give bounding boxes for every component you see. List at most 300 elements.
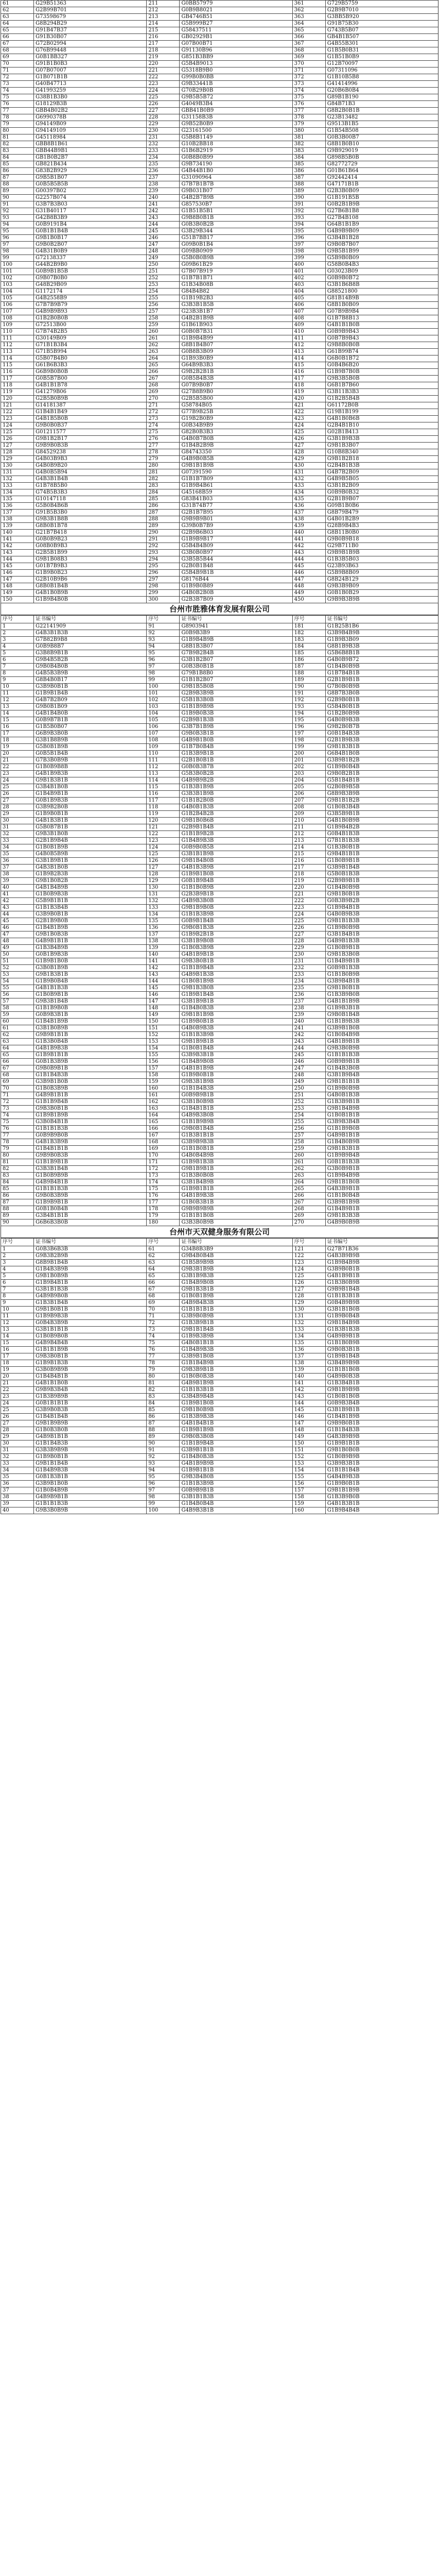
cert-number-cell: G5B4B4B09 <box>180 543 292 550</box>
table-row <box>1 570 438 577</box>
table-row <box>1 242 438 248</box>
cert-number-cell: G9B4B1B1B <box>325 851 438 858</box>
seq-cell: 177 <box>147 1199 180 1206</box>
table-row <box>1 456 438 463</box>
cert-number-cell: G1B071B1B <box>34 74 147 81</box>
seq-cell: 12 <box>1 697 34 704</box>
cert-number-cell: G9B33441B <box>180 81 292 88</box>
seq-cell: 442 <box>292 543 325 550</box>
seq-cell: 242 <box>292 1032 325 1039</box>
cert-number-cell: G09B0B1B4 <box>180 242 292 248</box>
cert-number-cell: G94149B09 <box>34 121 147 128</box>
seq-cell: 62 <box>147 1253 180 1260</box>
seq-cell: 218 <box>147 47 180 54</box>
cert-number-cell: G71B1B3B4 <box>34 342 147 349</box>
seq-cell: 237 <box>292 998 325 1005</box>
seq-cell: 83 <box>1 148 34 155</box>
cert-number-cell: G89B1B190 <box>325 94 438 101</box>
seq-cell: 256 <box>292 1126 325 1132</box>
seq-cell: 56 <box>1 992 34 998</box>
seq-cell: 221 <box>147 67 180 74</box>
seq-cell: 141 <box>147 958 180 965</box>
seq-cell: 111 <box>147 757 180 764</box>
seq-cell: 170 <box>147 1153 180 1159</box>
seq-cell: 78 <box>1 1139 34 1146</box>
seq-cell: 100 <box>147 1507 180 1514</box>
cert-number-cell: G1B9B4B9B <box>325 1260 438 1266</box>
seq-cell: 5 <box>1 1273 34 1280</box>
cert-number-cell: G4B1B1B78 <box>34 382 147 389</box>
cert-number-cell: G1B3B9B1B <box>180 1320 292 1327</box>
seq-cell: 232 <box>292 965 325 972</box>
cert-number-cell: G4B1B4B0B <box>34 710 147 717</box>
seq-cell: 140 <box>147 952 180 958</box>
cert-number-cell: G3B1B0B9B <box>34 1025 147 1032</box>
cert-number-cell: G0B1BB327 <box>34 54 147 61</box>
cert-number-cell: G3B9B1B0B <box>34 1079 147 1086</box>
seq-cell: 23 <box>1 771 34 777</box>
cert-number-cell: G1B9B0B89 <box>180 583 292 590</box>
cert-number-cell: G1B1B3B9B <box>180 1481 292 1487</box>
seq-cell: 39 <box>1 878 34 885</box>
cert-number-cell: G23B13482 <box>325 114 438 121</box>
cert-number-cell: G2B99B701 <box>34 7 147 14</box>
cert-number-cell: G1B4B1B1B <box>180 1106 292 1112</box>
table-row <box>1 824 438 831</box>
cert-number-cell: G58B0B4B3 <box>325 262 438 268</box>
cert-number-cell: G1B1B1B3B <box>34 1501 147 1507</box>
cert-number-cell: G1B9B0B9B <box>325 1086 438 1092</box>
seq-cell: 142 <box>292 1387 325 1394</box>
seq-cell: 116 <box>1 369 34 376</box>
seq-cell: 416 <box>292 369 325 376</box>
seq-cell: 134 <box>1 489 34 496</box>
seq-cell: 152 <box>147 1032 180 1039</box>
cert-number-cell: G3B1B2B07 <box>180 657 292 664</box>
cert-number-cell: G64B1B1B9 <box>325 222 438 228</box>
cert-number-cell: G4B1B9B1B <box>325 1039 438 1045</box>
table-row <box>1 931 438 938</box>
cert-number-cell: G0B9B9B1B <box>180 1092 292 1099</box>
seq-cell: 201 <box>292 757 325 764</box>
cert-number-cell: G07B00B71 <box>180 41 292 47</box>
cert-number-cell: G4B5B3B9B <box>34 670 147 677</box>
table-row <box>1 463 438 469</box>
cert-number-cell: G1B9B1B4B <box>180 992 292 998</box>
cert-number-cell: G3B1B1B0B <box>325 1307 438 1313</box>
table-row <box>1 228 438 235</box>
cert-number-cell: G1B51B5B1 <box>180 208 292 215</box>
cert-number-cell: G4B0B9B20 <box>34 463 147 469</box>
seq-cell: 33 <box>1 1461 34 1467</box>
cert-number-cell: G41414996 <box>325 81 438 88</box>
seq-cell: 395 <box>292 228 325 235</box>
seq-cell: 102 <box>147 697 180 704</box>
seq-cell: 259 <box>292 1146 325 1153</box>
table-row <box>1 1139 438 1146</box>
cert-number-cell: G4B4B9B3B <box>325 1474 438 1481</box>
cert-number-cell: G4B9B1B3B <box>325 938 438 945</box>
seq-cell: 58 <box>1 1005 34 1012</box>
seq-cell: 106 <box>1 302 34 309</box>
table-row <box>1 911 438 918</box>
seq-cell: 240 <box>292 1019 325 1025</box>
cert-number-cell: G4B7B2B09 <box>325 469 438 476</box>
seq-cell: 250 <box>292 1086 325 1092</box>
cert-number-cell: G07B9B9B4 <box>325 309 438 315</box>
table-row <box>1 905 438 911</box>
table-row <box>1 563 438 570</box>
seq-cell: 110 <box>147 751 180 757</box>
cert-number-cell: G2B5B0B9B <box>34 396 147 402</box>
cert-number-cell: G1B54B508 <box>325 128 438 134</box>
table-row <box>1 342 438 349</box>
seq-cell: 71 <box>147 1313 180 1320</box>
seq-cell: 401 <box>292 268 325 275</box>
table-row <box>1 349 438 355</box>
seq-cell: 368 <box>292 47 325 54</box>
cert-number-cell: G1B0B3B0B <box>34 1427 147 1434</box>
header-cert-cell: 证书编号 <box>325 616 438 623</box>
cert-number-cell: G1B7B1B71 <box>180 275 292 282</box>
seq-cell: 269 <box>147 389 180 396</box>
cert-number-cell: G9B0B1B4B <box>325 1012 438 1019</box>
seq-cell: 99 <box>147 1501 180 1507</box>
header-row <box>1 1239 438 1246</box>
cert-number-cell: G4B01B2B9 <box>325 516 438 523</box>
cert-number-cell: G857530B7 <box>180 201 292 208</box>
cert-number-cell: G6990378B <box>34 114 147 121</box>
seq-cell: 241 <box>292 1025 325 1032</box>
cert-number-cell: G1B6B2919 <box>180 148 292 155</box>
seq-cell: 147 <box>1 577 34 583</box>
header-seq-cell: 序号 <box>147 1239 180 1246</box>
cert-number-cell: G9B031B07 <box>180 188 292 195</box>
seq-cell: 62 <box>1 7 34 14</box>
seq-cell: 11 <box>1 1313 34 1320</box>
seq-cell: 373 <box>292 81 325 88</box>
seq-cell: 121 <box>1 402 34 409</box>
seq-cell: 418 <box>292 382 325 389</box>
cert-number-cell: G3B8B9B1B <box>34 650 147 657</box>
table-row <box>1 329 438 335</box>
cert-number-cell: G3B9B3B1B <box>325 1461 438 1467</box>
seq-cell: 16 <box>1 724 34 731</box>
seq-cell: 427 <box>292 443 325 449</box>
seq-cell: 10 <box>1 1307 34 1313</box>
seq-cell: 287 <box>147 510 180 516</box>
cert-number-cell: G3B9B0B9B <box>180 1313 292 1320</box>
cert-number-cell: G0B9B3B9 <box>180 630 292 637</box>
cert-number-cell: G1B1B1B3B <box>325 1052 438 1059</box>
table-row <box>1 47 438 54</box>
cert-number-cell: G47171B1B <box>325 181 438 188</box>
seq-cell: 130 <box>147 885 180 891</box>
seq-cell: 19 <box>1 744 34 751</box>
table-row <box>1 1179 438 1186</box>
seq-cell: 29 <box>1 811 34 818</box>
cert-number-cell: G18129B3B <box>34 101 147 108</box>
seq-cell: 76 <box>1 101 34 108</box>
table-row <box>1 1501 438 1507</box>
seq-cell: 43 <box>1 905 34 911</box>
seq-cell: 96 <box>147 657 180 664</box>
cert-number-cell: G9B1B1B9B <box>180 1012 292 1019</box>
table-row <box>1 1153 438 1159</box>
seq-cell: 160 <box>147 1086 180 1092</box>
seq-cell: 126 <box>292 1280 325 1286</box>
table-row <box>1 1260 438 1266</box>
seq-cell: 80 <box>147 1374 180 1380</box>
seq-cell: 96 <box>147 1481 180 1487</box>
cert-number-cell: G1B1B1B3B <box>34 1126 147 1132</box>
cert-number-cell: G44B2B9B0 <box>34 262 147 268</box>
seq-cell: 80 <box>1 128 34 134</box>
table-row <box>1 1086 438 1092</box>
seq-cell: 260 <box>147 329 180 335</box>
cert-number-cell: G1B3B9B1B <box>180 751 292 757</box>
seq-cell: 97 <box>147 664 180 670</box>
cert-number-cell: G9B1B0B6B <box>180 818 292 824</box>
seq-cell: 377 <box>292 108 325 114</box>
cert-number-cell: G1B3B1B3B <box>325 1327 438 1333</box>
cert-number-cell: G82B0B3B3 <box>180 429 292 436</box>
seq-cell: 68 <box>1 1072 34 1079</box>
cert-number-cell: G1B9B2B3B <box>34 871 147 878</box>
cert-number-cell: G0B7B9B43 <box>325 335 438 342</box>
header-seq-cell: 序号 <box>292 616 325 623</box>
seq-cell: 92 <box>147 630 180 637</box>
header-seq-cell: 序号 <box>147 616 180 623</box>
cert-number-cell: G30149B09 <box>34 335 147 342</box>
table-row <box>1 74 438 81</box>
cert-number-cell: G19B1B199 <box>325 409 438 416</box>
cert-number-cell: G1B9B1B9B <box>180 1427 292 1434</box>
cert-number-cell: G4B1B0B9B <box>325 818 438 824</box>
seq-cell: 437 <box>292 510 325 516</box>
seq-cell: 239 <box>147 188 180 195</box>
seq-cell: 158 <box>147 1072 180 1079</box>
table-row <box>1 516 438 523</box>
cert-number-cell: G9B3B9B09 <box>325 583 438 590</box>
cert-number-cell: G1B4B3B0B <box>325 1065 438 1072</box>
seq-cell: 127 <box>147 865 180 871</box>
cert-number-cell: G1B9B1B4B <box>34 690 147 697</box>
table-row <box>1 1293 438 1300</box>
cert-number-cell: G0B3B6B3B <box>34 1246 147 1253</box>
table-row <box>1 34 438 41</box>
cert-number-cell: G21B7B418 <box>34 530 147 536</box>
cert-number-cell: G58437511 <box>180 27 292 34</box>
seq-cell: 61 <box>1 1025 34 1032</box>
cert-number-cell: G7B1B1B3B <box>325 838 438 844</box>
table-row <box>1 1360 438 1367</box>
cert-number-cell: G1B191B5B <box>325 195 438 201</box>
cert-number-cell: G3B3B9B9B <box>34 1447 147 1454</box>
cert-number-cell: G4B9B4B3B <box>180 1300 292 1307</box>
cert-number-cell: G0B5B5B5B <box>34 181 147 188</box>
seq-cell: 150 <box>147 1019 180 1025</box>
seq-cell: 240 <box>147 195 180 201</box>
cert-number-cell: G851B3BB9 <box>180 54 292 61</box>
seq-cell: 65 <box>1 1052 34 1059</box>
cert-number-cell: G0B9191B4 <box>34 222 147 228</box>
table-row <box>1 717 438 724</box>
cert-number-cell: G5B9B1B1B <box>34 898 147 905</box>
table-row <box>1 175 438 181</box>
cert-number-cell: GB821B434 <box>34 161 147 168</box>
seq-cell: 275 <box>147 429 180 436</box>
table-row <box>1 731 438 737</box>
seq-cell: 378 <box>292 114 325 121</box>
table-row <box>1 496 438 503</box>
seq-cell: 82 <box>147 1387 180 1394</box>
seq-cell: 122 <box>147 831 180 838</box>
cert-number-cell: G1B4B9B0B <box>180 1280 292 1286</box>
seq-cell: 290 <box>147 530 180 536</box>
seq-cell: 155 <box>147 1052 180 1059</box>
seq-cell: 125 <box>292 1273 325 1280</box>
seq-cell: 420 <box>292 396 325 402</box>
table-row <box>1 362 438 369</box>
table-row <box>1 898 438 905</box>
seq-cell: 49 <box>1 945 34 952</box>
cert-number-cell: G1B1B1B1B <box>180 1307 292 1313</box>
cert-number-cell: G1B9B1B0B <box>180 871 292 878</box>
cert-number-cell: G0B1B9B3B <box>34 952 147 958</box>
seq-cell: 252 <box>147 275 180 282</box>
cert-number-cell: G1B9B1B0B <box>180 1400 292 1407</box>
seq-cell: 180 <box>147 1219 180 1226</box>
cert-number-cell: G27B6B1B8 <box>325 208 438 215</box>
table-row <box>1 248 438 255</box>
seq-cell: 123 <box>1 416 34 422</box>
seq-cell: 400 <box>292 262 325 268</box>
seq-cell: 78 <box>147 1360 180 1367</box>
seq-cell: 211 <box>147 1 180 7</box>
cert-number-cell: G9B0B7B07 <box>325 242 438 248</box>
seq-cell: 423 <box>292 416 325 422</box>
seq-cell: 182 <box>292 630 325 637</box>
seq-cell: 52 <box>1 965 34 972</box>
seq-cell: 40 <box>1 1507 34 1514</box>
cert-number-cell: G1B4B1B9B <box>325 1414 438 1420</box>
seq-cell: 266 <box>292 1193 325 1199</box>
table-row <box>1 376 438 382</box>
cert-number-cell: G3B11B3B3 <box>325 389 438 396</box>
cert-number-cell: G3B4B1B0B <box>34 784 147 791</box>
cert-number-cell: G1B0B1B9B <box>180 1293 292 1300</box>
cert-number-cell: G9B0B9B18 <box>325 536 438 543</box>
table-row <box>1 1119 438 1126</box>
seq-cell: 248 <box>147 248 180 255</box>
cert-number-cell: G3BB5B920 <box>325 14 438 21</box>
cert-number-cell: G2B9B3B9B <box>180 690 292 697</box>
seq-cell: 41 <box>1 891 34 898</box>
cert-number-cell: GB1B0B2B7 <box>34 155 147 161</box>
seq-cell: 366 <box>292 34 325 41</box>
seq-cell: 157 <box>292 1487 325 1494</box>
seq-cell: 13 <box>1 1327 34 1333</box>
seq-cell: 219 <box>292 878 325 885</box>
cert-number-cell: G5B999B27 <box>180 21 292 27</box>
table-row <box>1 295 438 302</box>
cert-number-cell: G1B7B0B4B <box>180 744 292 751</box>
seq-cell: 289 <box>147 523 180 530</box>
seq-cell: 70 <box>1 61 34 67</box>
cert-number-cell: G07391590 <box>180 469 292 476</box>
table-row <box>1 21 438 27</box>
cert-number-cell: G0B9B0B32 <box>325 489 438 496</box>
seq-cell: 9 <box>1 1300 34 1307</box>
seq-cell: 80 <box>1 1153 34 1159</box>
seq-cell: 380 <box>292 128 325 134</box>
seq-cell: 136 <box>1 503 34 510</box>
cert-number-cell: G9B1B3B1B <box>325 744 438 751</box>
table-row <box>1 335 438 342</box>
cert-number-cell: G1B1B1B3B <box>34 1186 147 1193</box>
cert-number-cell: G9B1B1B1B <box>325 1079 438 1086</box>
cert-number-cell: G4B1B3B9B <box>34 1139 147 1146</box>
table-row <box>1 1461 438 1467</box>
seq-cell: 188 <box>292 670 325 677</box>
cert-number-cell: G0B8B3B09 <box>180 349 292 355</box>
cert-number-cell: G1B9B4B61 <box>180 483 292 489</box>
table-row <box>1 41 438 47</box>
cert-number-cell: G3B1B1B3B <box>180 1494 292 1501</box>
table-row <box>1 978 438 985</box>
seq-cell: 17 <box>1 1353 34 1360</box>
cert-number-cell: G1B9B0B4B <box>34 978 147 985</box>
cert-number-cell: G1B78B5B0 <box>34 483 147 489</box>
table-row <box>1 1347 438 1353</box>
cert-number-cell: G4B3B9B1B <box>325 1186 438 1193</box>
seq-cell: 193 <box>292 704 325 710</box>
seq-cell: 69 <box>147 1300 180 1307</box>
cert-number-cell: G1B0B3B9B <box>180 945 292 952</box>
table-row <box>1 67 438 74</box>
seq-cell: 267 <box>147 376 180 382</box>
seq-cell: 48 <box>1 938 34 945</box>
table-row <box>1 771 438 777</box>
cert-number-cell: G2B9B1B4B <box>180 824 292 831</box>
cert-number-cell: G3B9B9B3B <box>180 1139 292 1146</box>
seq-cell: 128 <box>292 1293 325 1300</box>
cert-number-cell: G9B0B3B9B <box>34 1193 147 1199</box>
cert-number-cell: G1B3B0B0B <box>180 1173 292 1179</box>
seq-cell: 150 <box>292 1440 325 1447</box>
cert-number-cell: G29B711B0 <box>325 543 438 550</box>
cert-number-cell: G1B3B4B9B <box>34 945 147 952</box>
table-row <box>1 81 438 88</box>
seq-cell: 57 <box>1 998 34 1005</box>
table-row <box>1 1132 438 1139</box>
cert-number-cell: G1B0B4B9B <box>325 1032 438 1039</box>
seq-cell: 202 <box>292 764 325 771</box>
cert-number-cell: G84B71B3 <box>325 101 438 108</box>
cert-number-cell: G9B1B0B3B <box>34 931 147 938</box>
seq-cell: 133 <box>147 905 180 911</box>
cert-number-cell: G5B3B0B2B <box>180 771 292 777</box>
cert-number-cell: G1B4B1B49 <box>34 409 147 416</box>
cert-number-cell: G1B9B0B1B <box>325 1481 438 1487</box>
cert-number-cell: G0B34B9B9 <box>180 422 292 429</box>
cert-number-cell: G9B0B3B1B <box>325 1347 438 1353</box>
table-row <box>1 222 438 228</box>
seq-cell: 142 <box>147 965 180 972</box>
seq-cell: 173 <box>147 1173 180 1179</box>
cert-number-cell: G4B1B9B3B <box>34 771 147 777</box>
